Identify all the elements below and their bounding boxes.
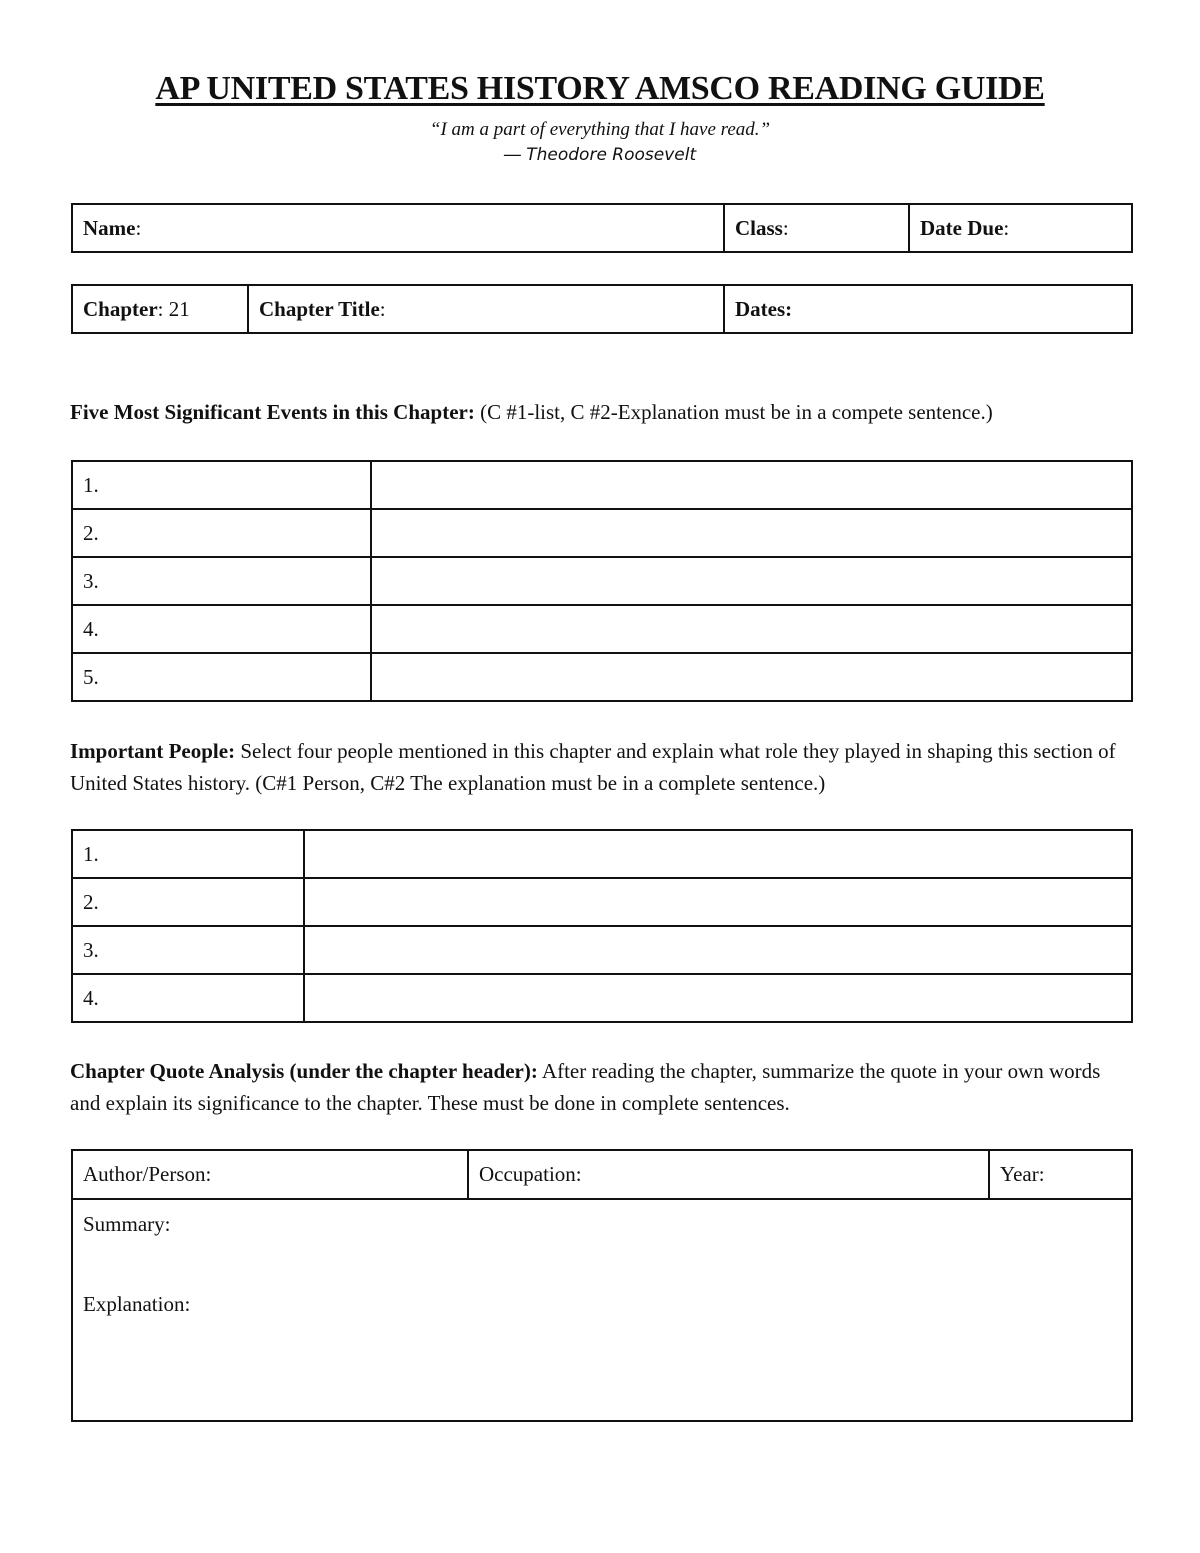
event-item-cell[interactable]: 1.	[72, 461, 371, 509]
page-title: AP UNITED STATES HISTORY AMSCO READING GUIDE	[155, 70, 1045, 107]
person-explanation-cell[interactable]	[304, 926, 1132, 974]
event-explanation-cell[interactable]	[371, 461, 1132, 509]
people-heading-text: Select four people mentioned in this chapter and explain what role they played in shaping this section of United States history. (C#1 Person, C#2 The explanation must be in a complete sentence.)	[70, 739, 1116, 795]
table-row	[72, 926, 1132, 974]
epigraph-attribution: ― Theodore Roosevelt	[503, 145, 697, 165]
class-label: Class	[735, 215, 783, 240]
person-name-cell[interactable]: 3.	[72, 926, 304, 974]
people-table	[71, 829, 1133, 1023]
chapter-label: Chapter	[83, 296, 158, 321]
people-heading	[70, 735, 1132, 799]
quote-analysis-table	[71, 1149, 1133, 1422]
event-explanation-cell[interactable]	[371, 653, 1132, 701]
epigraph-quote: “I am a part of everything that I have read.”	[429, 119, 771, 140]
chapter-info-table	[71, 284, 1133, 334]
person-explanation-cell[interactable]	[304, 830, 1132, 878]
event-explanation-cell[interactable]	[371, 605, 1132, 653]
person-explanation-cell[interactable]	[304, 974, 1132, 1022]
explanation-label: Explanation:	[83, 1292, 191, 1316]
year-field[interactable]: Year:	[989, 1150, 1132, 1199]
summary-label: Summary:	[83, 1212, 171, 1236]
person-name-cell[interactable]: 4.	[72, 974, 304, 1022]
people-heading-bold: Important People:	[70, 739, 236, 763]
class-field[interactable]: Class:	[724, 204, 909, 252]
events-table	[71, 460, 1133, 702]
person-name-cell[interactable]: 2.	[72, 878, 304, 926]
table-row	[72, 974, 1132, 1022]
event-item-cell[interactable]: 4.	[72, 605, 371, 653]
student-info-table	[71, 203, 1133, 253]
table-row	[72, 830, 1132, 878]
table-row	[72, 1199, 1132, 1421]
event-item-cell[interactable]: 2.	[72, 509, 371, 557]
author-field[interactable]: Author/Person:	[72, 1150, 468, 1199]
date-due-field[interactable]: Date Due:	[909, 204, 1132, 252]
quote-analysis-heading-text: After reading the chapter, summarize the quote in your own words and explain its significance to the chapter. These must be done in complete sentences.	[70, 1059, 1101, 1115]
date-due-label: Date Due	[920, 215, 1004, 240]
event-explanation-cell[interactable]	[371, 557, 1132, 605]
table-row	[72, 557, 1132, 605]
table-row	[72, 1150, 1132, 1199]
table-row	[72, 509, 1132, 557]
table-row	[72, 653, 1132, 701]
chapter-title-field[interactable]: Chapter Title:	[248, 285, 724, 333]
dates-label: Dates:	[735, 296, 793, 321]
events-heading	[70, 396, 1132, 428]
name-field[interactable]: Name:	[72, 204, 724, 252]
chapter-value: : 21	[157, 296, 190, 321]
event-explanation-cell[interactable]	[371, 509, 1132, 557]
quote-analysis-heading-bold: Chapter Quote Analysis (under the chapter header):	[70, 1059, 538, 1083]
occupation-field[interactable]: Occupation:	[468, 1150, 989, 1199]
event-item-cell[interactable]: 3.	[72, 557, 371, 605]
events-heading-bold: Five Most Significant Events in this Chapter:	[70, 400, 475, 424]
event-item-cell[interactable]: 5.	[72, 653, 371, 701]
dates-field[interactable]	[724, 285, 1132, 333]
chapter-title-label: Chapter Title	[259, 296, 380, 321]
table-row	[72, 605, 1132, 653]
name-label: Name	[83, 215, 136, 240]
table-row	[72, 878, 1132, 926]
summary-explanation-field[interactable]	[72, 1199, 1132, 1421]
table-row	[72, 461, 1132, 509]
chapter-field[interactable]	[72, 285, 248, 333]
person-explanation-cell[interactable]	[304, 878, 1132, 926]
events-heading-text: (C #1-list, C #2-Explanation must be in a compete sentence.)	[474, 400, 993, 424]
person-name-cell[interactable]: 1.	[72, 830, 304, 878]
quote-analysis-heading	[70, 1055, 1132, 1119]
